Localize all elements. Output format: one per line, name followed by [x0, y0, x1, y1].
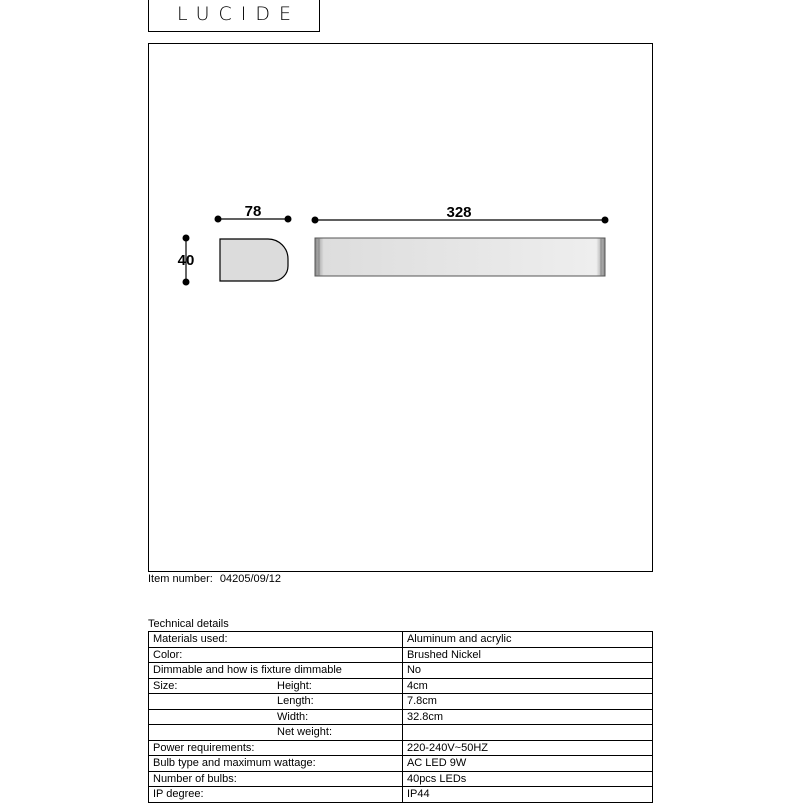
row-label-cell: [149, 756, 403, 772]
item-number-line: [148, 573, 285, 585]
row-label: Bulb type and maximum wattage:: [153, 757, 316, 770]
row-label-cell: [149, 647, 403, 663]
row-value: 7.8cm: [402, 694, 652, 710]
height-dimension: [178, 235, 195, 286]
technical-details-title: Technical details: [148, 618, 229, 630]
row-label: IP degree:: [153, 788, 204, 801]
row-value: 220-240V~50HZ: [402, 740, 652, 756]
row-value: Aluminum and acrylic: [402, 632, 652, 648]
table-row: [149, 663, 653, 679]
row-value: Brushed Nickel: [402, 647, 652, 663]
row-label: Materials used:: [153, 633, 228, 646]
row-sub-label: Net weight:: [277, 726, 333, 738]
table-row: [149, 725, 653, 741]
height-label: 40: [177, 252, 195, 269]
row-value: IP44: [402, 787, 652, 803]
row-label-cell: [149, 725, 403, 741]
row-label-cell: [149, 709, 403, 725]
table-row: [149, 709, 653, 725]
table-row: [149, 678, 653, 694]
table-row: [149, 740, 653, 756]
row-value: 40pcs LEDs: [402, 771, 652, 787]
row-label: Number of bulbs:: [153, 772, 237, 785]
row-label-cell: [149, 740, 403, 756]
row-label-cell: [149, 632, 403, 648]
brand-logo: [148, 0, 320, 32]
depth-dimension: [215, 203, 292, 223]
side-profile-shape: [220, 239, 288, 281]
row-label-cell: [149, 694, 403, 710]
row-value: AC LED 9W: [402, 756, 652, 772]
brand-logo-text: LUCIDE: [176, 3, 301, 25]
table-row: [149, 771, 653, 787]
row-label: Size:: [153, 679, 178, 692]
table-row: [149, 647, 653, 663]
row-sub-label: Width:: [277, 710, 309, 723]
drawing-frame: [148, 43, 653, 572]
row-sub-label: Height:: [277, 679, 312, 692]
row-value: [402, 725, 652, 741]
row-value: 32.8cm: [402, 709, 652, 725]
row-label-cell: [149, 663, 403, 679]
table-row: [149, 756, 653, 772]
row-value: 4cm: [402, 678, 652, 694]
table-row: [149, 632, 653, 648]
length-label: 328: [446, 204, 472, 221]
technical-details-table: [148, 631, 653, 803]
technical-drawing: [149, 44, 651, 570]
row-label: Power requirements:: [153, 741, 255, 754]
row-label-cell: [149, 771, 403, 787]
row-value: No: [402, 663, 652, 679]
row-label-cell: [149, 678, 403, 694]
item-number-value: 04205/09/12: [219, 573, 282, 585]
row-label: Color:: [153, 648, 183, 661]
item-number-label: Item number:: [148, 573, 213, 585]
length-dimension: [312, 204, 609, 224]
row-sub-label: Length:: [277, 695, 314, 707]
front-bar-shape: [315, 238, 605, 276]
depth-label: 78: [244, 203, 262, 220]
row-label: Dimmable and how is fixture dimmable: [153, 664, 342, 677]
table-row: [149, 694, 653, 710]
